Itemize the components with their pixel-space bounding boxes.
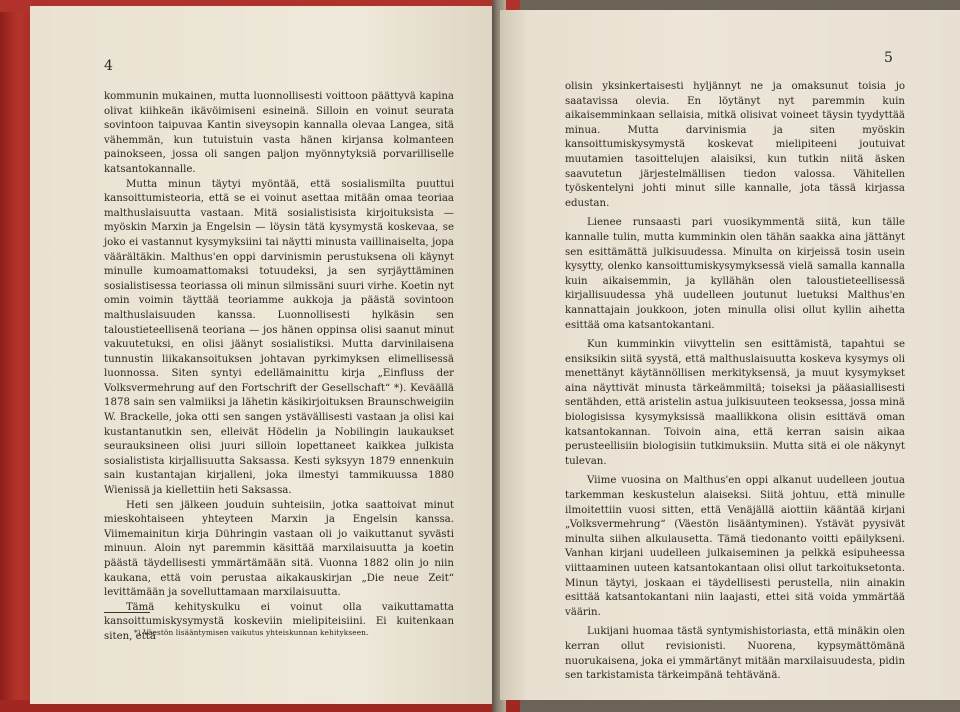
left-page-text — [104, 90, 454, 645]
paragraph: Kun kumminkin viivyttelin sen esittämistä, tapahtui se ensiksikin siitä syystä, että malthuslaisuutta koskeva kysymys oli menettänyt käytännöllisen merkityksensä, ja muut kysymykset aina näyttivät minusta tärkeämmiltä; toiseksi ja pääasiallisesti sentähden, että aristelin astua julkisuuteen teoksessa, jossa minä biologisissa kysymyksissä maallikkona olisin esittävä oman katsantokannan. Toivoin aina, että kerran saisin aikaa perusteellisiin biologisiin tutkimuksiin. Mutta sitä ei ole näkynyt tulevan. — [565, 339, 905, 467]
paragraph: olisin yksinkertaisesti hyljännyt ne ja omaksunut toisia jo saatavissa olevia. En löytänyt nyt paremmin kuin aikaisemminkaan sellaisia, mitkä olisivat voineet täysin tyydyttää minua. Mutta darvinismia ja siten myöskin kansoittumiskysymystä koskevat mielipiteeni joutuivat muutamien tasoittelujen alaisiksi, kun tutkin niitä äsken saavutetun järjestelmällisen tiedon valossa. Vähitellen työskentelyni johti minut sille kannalle, jota tässä kirjassa edustan. — [565, 81, 905, 209]
paragraph: Mutta minun täytyi myöntää, että sosialismilta puuttui kansoittumisteoria, että se ei voinut asettaa mitään omaa teoriaa malthuslaisuutta vastaan. Mitä sosialistisista kirjoituksista — myöskin Marxin ja Engelsin — löysin tätä kysymystä koskevaa, se joko ei vastannut kysymyksiini tai näytti minusta vaillinaiselta, jopa väärältäkin. Malthus'en oppi darvinismin perustuksena oli käynyt minulle kumoamattomaksi totuudeksi, ja sen syrjäyttäminen sosialistisessa teoriassa oli minun silmissäni suuri virhe. Koetin nyt omin voimin täyttää teoriamme aukkoja ja päästä sovintoon malthuslaisuuden kanssa. Luonnollisesti hylkäsin sen taloustieteellisenä teoriana — jos hänen oppinsa olisi saanut minut vakuutetuksi, en olisi jäänyt sosialistiksi. Mutta darvinilaisena tunnustin liikakansoituksen johtavan pyrkimyksen elimellisessä luonnossa. Siten syntyi edellämainittu kirja „Einfluss der Volksvermehrung auf den Fortschrift der Gesellschaft“ *). Keväällä 1878 sain sen valmiiksi ja lähetin käsikirjoituksen Braunschweigiin W. Brackelle, joka otti sen sangen ystävällisesti vastaan ja olisi kai kustantanutkin sen, elleivät Hödelin ja Nobilingin laukaukset seurauksineen olisi juuri silloin lopettaneet kaikkea julkista sosialistista kirjallisuutta Saksassa. Kesti syksyyn 1879 ennenkuin sain kustantajan kirjalleni, joka ilmestyi tammikuussa 1880 Wienissä ja kiellettiin heti Saksassa. — [104, 178, 454, 497]
paragraph: kommunin mukainen, mutta luonnollisesti voittoon päättyvä kapina olivat kiihkeän ikävöimiseni esineinä. Silloin en voinut seurata sovintoon taipuvaa Kantin siveysopin kannalla olevaa Langea, sitä vähemmän, kun tutuistuin vasta hänen kirjansa kolmanteen painokseen, jossa oli sangen paljon myönnytyksiä porvarilliselle katsantokannalle. — [104, 91, 454, 175]
footnote-rule — [104, 612, 150, 613]
right-page-number: 5 — [884, 50, 893, 66]
paragraph: Tämä kehityskulku ei voinut olla vaikuttamatta kansoittumiskysymystä koskeviin mielipiteisiini. Ei kuitenkaan siten, että — [104, 601, 454, 642]
paragraph: Lienee runsaasti pari vuosikymmentä siitä, kun tälle kannalle tulin, mutta kumminkin olen tähän saakka aina jättänyt sen esittämättä julkisuudessa. Minulta on kirjeissä tosin usein kysytty, olenko kansoittumiskysymyksessä vielä samalla kannalla kuin aikaisemmin, ja kyllähän olen taloustieteellisessä kirjallisuudessa yhä uudelleen joutunut luetuksi Malthus'en kannattajain joukkoon, joten minulla olisi ollut kyllin aihetta esittää oma katsantokantani. — [565, 217, 905, 331]
right-page — [500, 10, 960, 700]
paragraph: Lukijani huomaa tästä syntymishistoriasta, että minäkin olen kerran ollut revisionisti. Nuorena, kypsymättömänä nuorukaisena, joka ei ymmärtänyt mitään marxilaisuudesta, pidin sen tarkistamista tärkeimpänä tehtävänä. — [565, 626, 905, 682]
left-page-number: 4 — [104, 58, 113, 74]
paragraph: Viime vuosina on Malthus'en oppi alkanut uudelleen joutua tarkemman keskustelun alaiseksi. Siitä johtuu, että minulle ilmoitettiin vuosi sitten, että Venäjällä aiottiin kääntää kirjani „Volksvermehrung“ (Väestön lisääntyminen). Ystävät pyysivät minulta siihen alkulausetta. Tämä tiedonanto voitti epäilykseni. Vanhan kirjani uudelleen julkaiseminen ja pelkkä esipuheessa viittaaminen uuteen katsantokantaan olisi ollut tarkoituksetonta. Minun täytyi, joskaan ei täydellisesti perustella, niin ainakin esittää katsantokantani niin laajasti, ettei sitä voida ymmärtää väärin. — [565, 475, 905, 618]
left-page — [30, 6, 496, 704]
right-page-text — [565, 80, 905, 684]
footnote: *) Väestön lisääntymisen vaikutus yhteiskunnan kehitykseen. — [134, 628, 369, 637]
paragraph: Heti sen jälkeen jouduin suhteisiin, jotka saattoivat minut mieskohtaiseen yhteyteen Marxin ja Engelsin kanssa. Viimemainitun kirja Dühringin vastaan oli jo vaikuttanut syvästi minuun. Aloin nyt paremmin käsittää marxilaisuutta ja koetin päästä täydellisesti ymmärtämään sitä. Vuonna 1882 olin jo niin kaukana, että voin perustaa aikakauskirjan „Die neue Zeit“ levittämään ja sovelluttamaan marxilaisuutta. — [104, 499, 454, 599]
